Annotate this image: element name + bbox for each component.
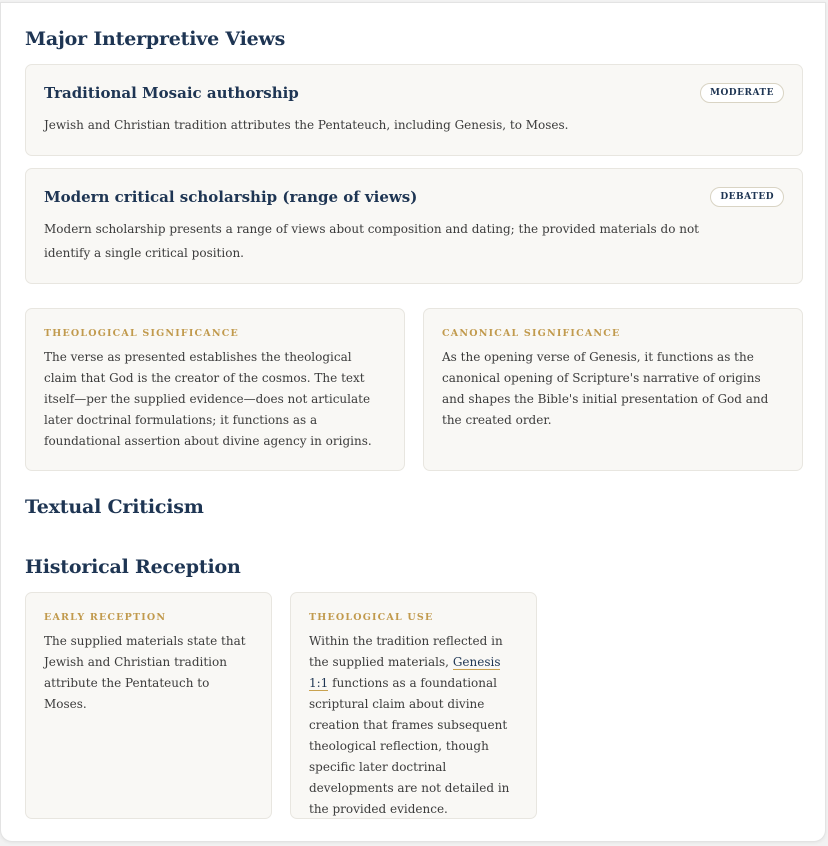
card-label: THEOLOGICAL SIGNIFICANCE — [44, 328, 239, 339]
text-before: Within the tradition reflected in the supplied materials, — [309, 634, 503, 669]
section-heading-interpretive-views: Major Interpretive Views — [25, 28, 286, 50]
section-heading-historical-reception: Historical Reception — [25, 556, 241, 578]
text-after: functions as a foundational scriptural claim about divine creation that frames subsequent theological reflection, though specific later doctrinal developments are not detailed in the provided evidence. — [309, 676, 510, 816]
card-text: The verse as presented establishes the theological claim that God is the creator of the cosmos. The text itself—per the supplied evidence—does not articulate later doctrinal formulations; it functions as a foundational assertion about divine agency in origins. — [44, 350, 372, 448]
theological-significance-card — [25, 308, 405, 471]
view-title: Modern critical scholarship (range of views) — [44, 188, 418, 206]
view-description: Jewish and Christian tradition attributes the Pentateuch, including Genesis, to Moses. — [44, 118, 569, 132]
view-description: Modern scholarship presents a range of views about composition and dating; the provided materials do not identify a single critical position. — [44, 222, 700, 260]
card-text: As the opening verse of Genesis, it functions as the canonical opening of Scripture's narrative of origins and shapes the Bible's initial presentation of God and the created order. — [442, 350, 769, 427]
early-reception-card — [25, 592, 272, 819]
status-badge: MODERATE — [700, 83, 784, 103]
card-text: The supplied materials state that Jewish and Christian tradition attribute the Pentateuch to Moses. — [44, 634, 246, 711]
card-label: THEOLOGICAL USE — [309, 612, 434, 623]
view-card-critical — [25, 168, 803, 284]
content-panel — [0, 2, 826, 842]
card-label: EARLY RECEPTION — [44, 612, 167, 623]
section-heading-textual-criticism: Textual Criticism — [25, 496, 204, 518]
view-title: Traditional Mosaic authorship — [44, 84, 299, 102]
card-text — [309, 631, 520, 820]
card-label: CANONICAL SIGNIFICANCE — [442, 328, 621, 339]
theological-use-card — [290, 592, 537, 819]
canonical-significance-card — [423, 308, 803, 471]
scripture-reference-link[interactable]: Genesis 1:1 — [309, 655, 501, 690]
status-badge: DEBATED — [710, 187, 784, 207]
view-card-mosaic — [25, 64, 803, 156]
